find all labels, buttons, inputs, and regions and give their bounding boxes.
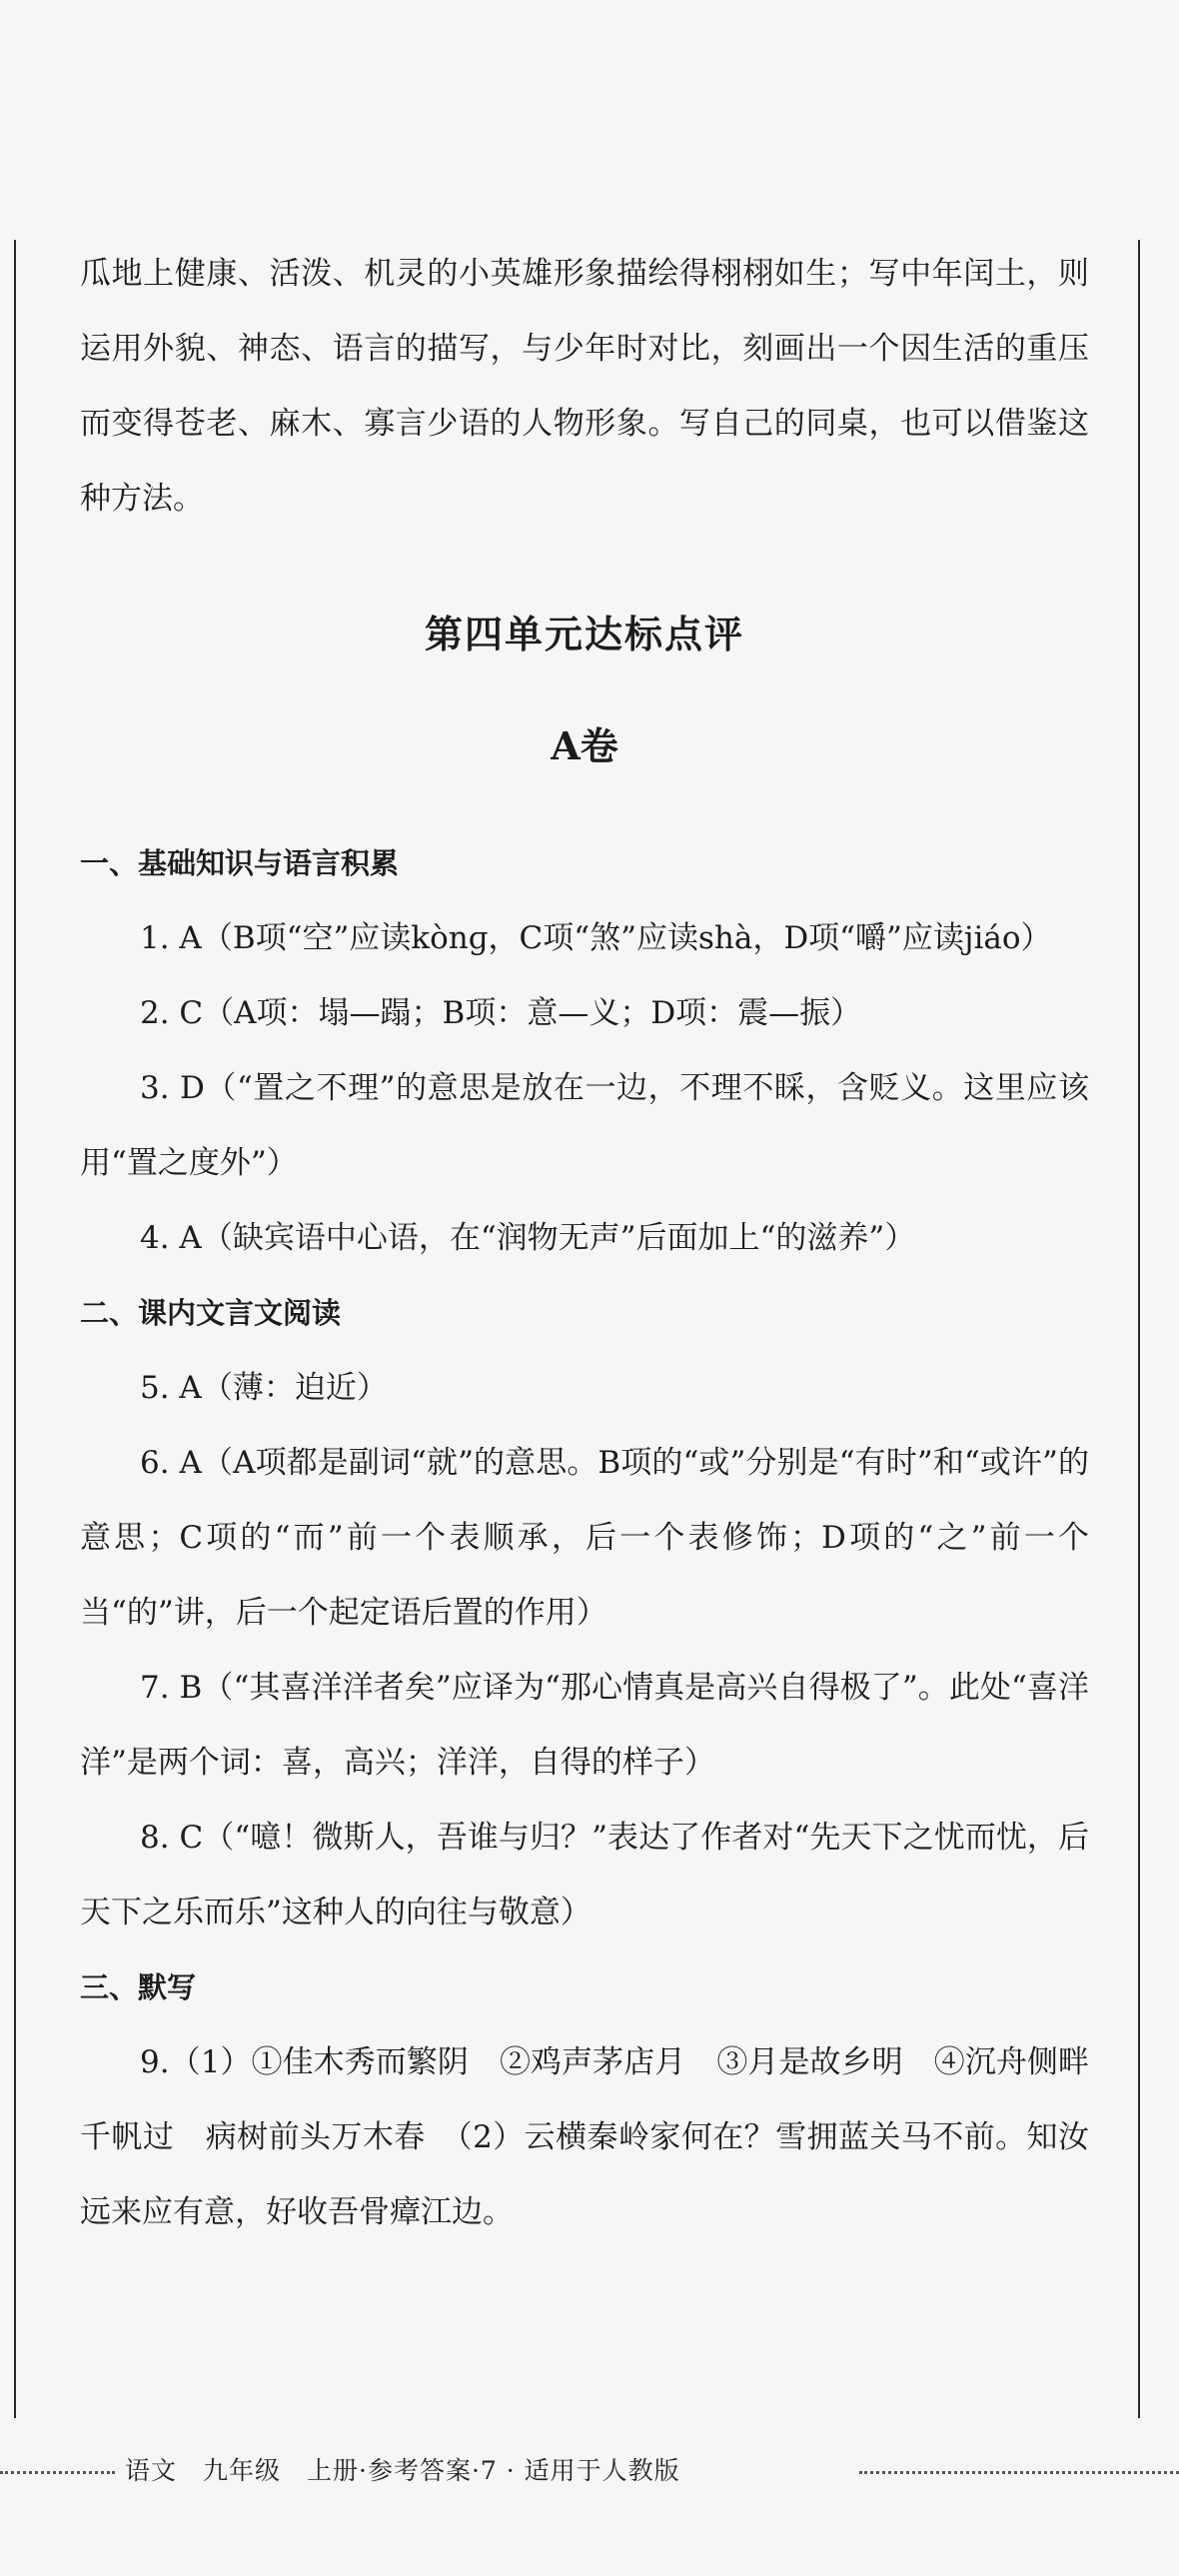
page-title: 第四单元达标点评: [424, 613, 744, 656]
continuation-paragraph: 瓜地上健康、活泼、机灵的小英雄形象描绘得栩栩如生；写中年闰土，则运用外貌、神态、语言的描写，与少年时对比，刻画出一个因生活的重压而变得苍老、麻木、寡言少语的人物形象。写自己的同桌，也可以借鉴这种方法。: [80, 256, 1089, 517]
section-heading-basics: 一、基础知识与语言积累: [80, 846, 400, 880]
answer-item-6: 6. A（A项都是副词“就”的意思。B项的“或”分别是“有时”和“或许”的意思；C项的“而”前一个表顺承，后一个表修饰；D项的“之”前一个当“的”讲，后一个起定语后置的作用）: [80, 1445, 1089, 1631]
page-subtitle: A卷: [551, 723, 618, 768]
left-margin-rule: [14, 240, 16, 2418]
answer-item-1: 1. A（B项“空”应读kònɡ，C项“煞”应读shà，D项“嚼”应读jiáo）: [140, 920, 1052, 956]
page-footer: [0, 2453, 1179, 2493]
footer-dotted-rule-right: [859, 2471, 1179, 2474]
answer-item-7: 7. B（“其喜洋洋者矣”应译为“那心情真是高兴自得极了”。此处“喜洋洋”是两个词：喜，高兴；洋洋，自得的样子）: [80, 1670, 1089, 1781]
answer-item-8: 8. C（“噫！微斯人，吾谁与归？”表达了作者对“先天下之忧而忧，后天下之乐而乐”这种人的向往与敬意）: [80, 1820, 1089, 1931]
footer-text: 语文 九年级 上册·参考答案·7 · 适用于人教版: [125, 2456, 680, 2485]
answer-item-3: 3. D（“置之不理”的意思是放在一边，不理不睬，含贬义。这里应该用“置之度外”）: [80, 1070, 1089, 1181]
right-margin-rule: [1138, 240, 1140, 2418]
answer-item-2: 2. C（A项：塌—蹋；B项：意—义；D项：震—振）: [140, 995, 862, 1031]
answer-item-4: 4. A（缺宾语中心语，在“润物无声”后面加上“的滋养”）: [140, 1220, 916, 1256]
answer-item-5: 5. A（薄：迫近）: [140, 1370, 388, 1406]
footer-dotted-rule-left: [0, 2471, 115, 2474]
section-heading-dictation: 三、默写: [80, 1970, 197, 2004]
answer-item-9: 9.（1）①佳木秀而繁阴 ②鸡声茅店月 ③月是故乡明 ④沉舟侧畔千帆过 病树前头万木春 （2）云横秦岭家何在？雪拥蓝关马不前。知汝远来应有意，好收吾骨瘴江边。: [80, 2044, 1089, 2230]
page-content: [80, 237, 1089, 2250]
section-heading-classical-reading: 二、课内文言文阅读: [80, 1296, 342, 1330]
